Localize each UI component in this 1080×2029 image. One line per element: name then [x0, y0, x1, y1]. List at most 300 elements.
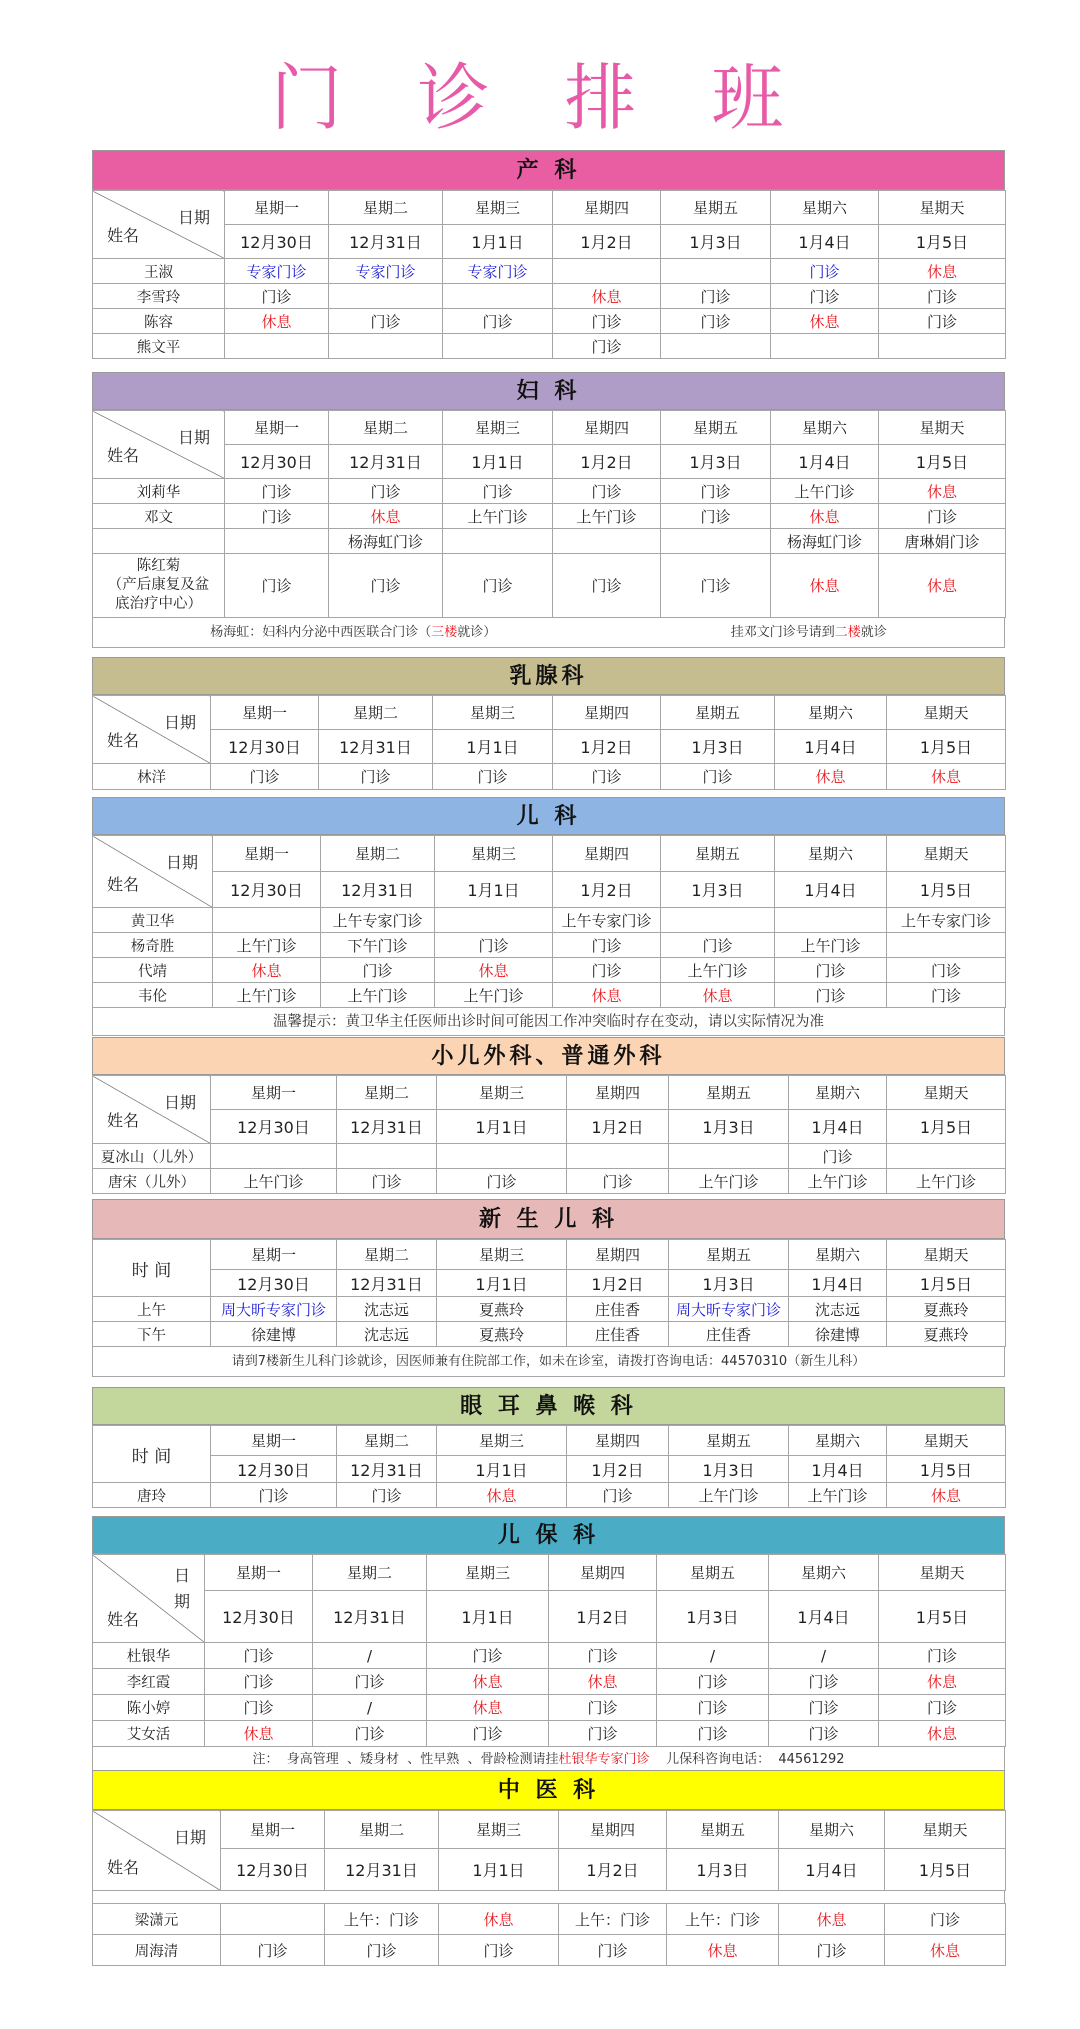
corner-name-label: 姓名	[107, 226, 140, 245]
corner-name-label: 姓名	[107, 1858, 140, 1877]
schedule-cell: 门诊	[427, 1721, 549, 1747]
date-header: 12月30日	[211, 730, 319, 764]
weekday-header: 星期四	[567, 1240, 669, 1270]
department-header: 儿 科	[92, 797, 1005, 835]
schedule-cell	[211, 1144, 337, 1169]
schedule-cell: 上午门诊	[789, 1483, 887, 1508]
date-header: 1月1日	[437, 1270, 567, 1297]
weekday-header: 星期四	[553, 696, 661, 730]
schedule-cell: 周大昕专家门诊	[669, 1297, 789, 1322]
table-row	[93, 1322, 1006, 1347]
schedule-cell	[775, 908, 887, 933]
schedule-cell: 休息	[771, 504, 879, 529]
table-row	[93, 334, 1006, 359]
schedule-cell: /	[313, 1643, 427, 1669]
table-row	[93, 764, 1006, 790]
schedule-table	[92, 1554, 1006, 1747]
weekday-header: 星期二	[313, 1555, 427, 1591]
weekday-header: 星期五	[661, 836, 775, 872]
department-section	[92, 1037, 1005, 1194]
schedule-cell: 门诊	[329, 309, 443, 334]
corner-name-label: 姓名	[107, 1111, 140, 1130]
department-section	[92, 372, 1005, 648]
weekday-header: 星期天	[887, 1240, 1006, 1270]
date-header: 1月4日	[789, 1270, 887, 1297]
schedule-cell: 门诊	[205, 1669, 313, 1695]
table-row	[93, 479, 1006, 504]
schedule-cell: 门诊	[325, 1935, 439, 1966]
date-header: 12月30日	[221, 1849, 325, 1891]
schedule-cell	[337, 1144, 437, 1169]
schedule-cell: 门诊	[553, 554, 661, 618]
weekday-header: 星期六	[779, 1811, 885, 1849]
schedule-cell: 门诊	[225, 479, 329, 504]
weekday-header: 星期六	[775, 836, 887, 872]
schedule-cell: 休息	[771, 554, 879, 618]
schedule-cell: 门诊	[567, 1483, 669, 1508]
schedule-cell: 门诊	[661, 764, 775, 790]
table-row	[93, 1935, 1006, 1966]
note-text: 儿保科咨询电话： 44561292	[649, 1752, 845, 1767]
date-header: 12月31日	[313, 1591, 427, 1643]
schedule-cell: 上午门诊	[887, 1169, 1006, 1194]
schedule-cell: 门诊	[313, 1669, 427, 1695]
department-header: 小儿外科、普通外科	[92, 1037, 1005, 1075]
schedule-cell: 门诊	[437, 1169, 567, 1194]
schedule-cell: 休息	[879, 554, 1006, 618]
schedule-cell: 门诊	[427, 1643, 549, 1669]
schedule-cell	[661, 908, 775, 933]
corner-name-label: 姓名	[107, 875, 140, 894]
schedule-cell: 门诊	[221, 1935, 325, 1966]
date-header: 1月2日	[553, 730, 661, 764]
schedule-cell	[567, 1144, 669, 1169]
date-header: 1月4日	[769, 1591, 879, 1643]
schedule-cell	[329, 284, 443, 309]
weekday-header: 星期二	[337, 1076, 437, 1110]
schedule-cell: 休息	[427, 1669, 549, 1695]
weekday-header: 星期天	[879, 411, 1006, 445]
schedule-cell: 门诊	[879, 1695, 1006, 1721]
table-row	[93, 983, 1006, 1008]
schedule-cell: 门诊	[553, 764, 661, 790]
date-header: 1月4日	[775, 730, 887, 764]
note-text: 就诊	[860, 625, 887, 640]
schedule-cell: 休息	[225, 309, 329, 334]
schedule-cell	[443, 529, 553, 554]
corner-name-label: 姓名	[107, 446, 140, 465]
schedule-cell: 上午门诊	[669, 1169, 789, 1194]
date-header: 1月3日	[669, 1456, 789, 1483]
schedule-cell: 门诊	[433, 764, 553, 790]
weekday-header: 星期六	[775, 696, 887, 730]
weekday-header: 星期五	[661, 191, 771, 225]
weekday-header: 星期六	[789, 1076, 887, 1110]
schedule-cell: 休息	[879, 1721, 1006, 1747]
corner-date-label: 日期	[173, 1828, 206, 1847]
weekday-header: 星期四	[553, 411, 661, 445]
schedule-table	[92, 1425, 1006, 1508]
schedule-cell: 门诊	[657, 1721, 769, 1747]
date-header: 1月5日	[887, 1456, 1006, 1483]
date-header: 1月1日	[435, 872, 553, 908]
doctor-name: 李红霞	[93, 1669, 205, 1695]
schedule-cell: 门诊	[771, 259, 879, 284]
weekday-header: 星期二	[321, 836, 435, 872]
date-header: 1月4日	[771, 225, 879, 259]
schedule-cell: 上午：门诊	[559, 1904, 667, 1935]
date-header: 1月1日	[439, 1849, 559, 1891]
header-corner	[93, 191, 225, 259]
weekday-header: 星期二	[325, 1811, 439, 1849]
weekday-header: 星期三	[437, 1240, 567, 1270]
schedule-cell: /	[657, 1643, 769, 1669]
schedule-cell	[213, 908, 321, 933]
schedule-cell: 门诊	[879, 1643, 1006, 1669]
date-header: 1月5日	[879, 445, 1006, 479]
schedule-cell	[887, 933, 1006, 958]
date-header: 12月30日	[211, 1270, 337, 1297]
schedule-cell	[661, 334, 771, 359]
schedule-cell: 夏燕玲	[887, 1322, 1006, 1347]
weekday-header: 星期三	[427, 1555, 549, 1591]
schedule-cell: 休息	[553, 983, 661, 1008]
date-header: 1月1日	[437, 1110, 567, 1144]
schedule-cell: 门诊	[661, 284, 771, 309]
date-header: 1月3日	[661, 445, 771, 479]
schedule-cell: 庄佳香	[567, 1322, 669, 1347]
header-corner	[93, 1811, 221, 1891]
date-header: 12月30日	[205, 1591, 313, 1643]
schedule-cell	[225, 334, 329, 359]
weekday-header: 星期二	[319, 696, 433, 730]
department-section	[92, 657, 1005, 790]
schedule-cell	[443, 334, 553, 359]
note-right	[731, 618, 887, 647]
date-header: 1月5日	[879, 1591, 1006, 1643]
weekday-header: 星期二	[329, 191, 443, 225]
schedule-cell: 门诊	[661, 933, 775, 958]
date-header: 1月3日	[661, 872, 775, 908]
schedule-table	[92, 835, 1006, 1008]
date-header: 1月1日	[427, 1591, 549, 1643]
schedule-cell: 上午门诊	[553, 504, 661, 529]
header-corner: 时 间	[93, 1426, 211, 1483]
doctor-name: 刘莉华	[93, 479, 225, 504]
weekday-header: 星期五	[657, 1555, 769, 1591]
schedule-cell: 门诊	[329, 479, 443, 504]
weekday-header: 星期天	[887, 1076, 1006, 1110]
schedule-cell: 休息	[661, 983, 775, 1008]
date-header: 1月5日	[887, 1270, 1006, 1297]
schedule-cell: 门诊	[549, 1721, 657, 1747]
date-header: 12月30日	[211, 1456, 337, 1483]
schedule-cell: 唐琳娟门诊	[879, 529, 1006, 554]
corner-date-label: 日期	[163, 713, 196, 732]
schedule-cell: 徐建博	[211, 1322, 337, 1347]
doctor-name: 黄卫华	[93, 908, 213, 933]
schedule-cell: 上午门诊	[213, 933, 321, 958]
weekday-header: 星期三	[437, 1076, 567, 1110]
date-header: 1月3日	[669, 1270, 789, 1297]
date-header: 1月4日	[789, 1110, 887, 1144]
schedule-cell: 庄佳香	[567, 1297, 669, 1322]
table-row	[93, 554, 1006, 618]
schedule-cell: 上午门诊	[789, 1169, 887, 1194]
schedule-cell: 门诊	[329, 554, 443, 618]
schedule-cell: 门诊	[661, 554, 771, 618]
date-header: 12月31日	[337, 1456, 437, 1483]
doctor-name: 艾女活	[93, 1721, 205, 1747]
schedule-cell: 休息	[435, 958, 553, 983]
schedule-cell: 门诊	[549, 1695, 657, 1721]
doctor-name: 代靖	[93, 958, 213, 983]
schedule-cell: 门诊	[321, 958, 435, 983]
schedule-cell: 门诊	[661, 479, 771, 504]
date-header: 1月5日	[879, 225, 1006, 259]
weekday-header: 星期天	[879, 1555, 1006, 1591]
schedule-cell: 休息	[775, 764, 887, 790]
date-header: 1月1日	[437, 1456, 567, 1483]
schedule-cell: 上午：门诊	[667, 1904, 779, 1935]
table-row	[93, 1721, 1006, 1747]
date-header: 1月3日	[669, 1110, 789, 1144]
schedule-table	[92, 1239, 1006, 1347]
department-note: 温馨提示：黄卫华主任医师出诊时间可能因工作冲突临时存在变动，请以实际情况为准	[92, 1008, 1005, 1036]
doctor-name: 陈容	[93, 309, 225, 334]
schedule-cell: 门诊	[319, 764, 433, 790]
schedule-cell: 门诊	[553, 479, 661, 504]
table-row	[93, 504, 1006, 529]
schedule-cell: 休息	[887, 764, 1006, 790]
schedule-cell: 休息	[879, 259, 1006, 284]
doctor-name: 唐宋（儿外）	[93, 1169, 211, 1194]
table-row	[93, 1169, 1006, 1194]
schedule-cell: 门诊	[443, 479, 553, 504]
schedule-cell: 休息	[879, 1669, 1006, 1695]
weekday-header: 星期一	[221, 1811, 325, 1849]
weekday-header: 星期五	[669, 1240, 789, 1270]
doctor-name: 邓文	[93, 504, 225, 529]
weekday-header: 星期三	[437, 1426, 567, 1456]
schedule-cell	[221, 1904, 325, 1935]
schedule-cell	[879, 334, 1006, 359]
doctor-name: 熊文平	[93, 334, 225, 359]
weekday-header: 星期四	[553, 191, 661, 225]
date-header: 12月31日	[329, 225, 443, 259]
doctor-name: 李雪玲	[93, 284, 225, 309]
schedule-cell: 门诊	[443, 554, 553, 618]
schedule-cell: 门诊	[769, 1721, 879, 1747]
date-header: 1月5日	[887, 730, 1006, 764]
weekday-header: 星期一	[211, 1076, 337, 1110]
department-header: 眼 耳 鼻 喉 科	[92, 1387, 1005, 1425]
department-section	[92, 1387, 1005, 1508]
department-header: 乳腺科	[92, 657, 1005, 695]
schedule-cell: 上午：门诊	[325, 1904, 439, 1935]
schedule-cell: 门诊	[439, 1935, 559, 1966]
schedule-cell: 门诊	[887, 983, 1006, 1008]
schedule-cell: 休息	[885, 1935, 1006, 1966]
table-row	[93, 1669, 1006, 1695]
weekday-header: 星期五	[661, 696, 775, 730]
schedule-cell: 门诊	[559, 1935, 667, 1966]
weekday-header: 星期天	[885, 1811, 1006, 1849]
date-header: 12月31日	[337, 1110, 437, 1144]
schedule-cell: 杨海虹门诊	[771, 529, 879, 554]
weekday-header: 星期六	[789, 1240, 887, 1270]
date-header: 1月2日	[567, 1456, 669, 1483]
doctor-name: 韦伦	[93, 983, 213, 1008]
department-header: 产 科	[92, 150, 1005, 190]
schedule-cell	[661, 529, 771, 554]
weekday-header: 星期五	[669, 1076, 789, 1110]
date-header: 1月3日	[657, 1591, 769, 1643]
schedule-cell: 门诊	[661, 309, 771, 334]
schedule-cell: /	[769, 1643, 879, 1669]
date-header: 1月1日	[443, 225, 553, 259]
schedule-cell: 夏燕玲	[437, 1297, 567, 1322]
note-text: 挂邓文门诊号请到	[730, 625, 835, 640]
department-header: 中 医 科	[92, 1770, 1005, 1810]
schedule-cell: 休息	[205, 1721, 313, 1747]
schedule-cell	[661, 259, 771, 284]
schedule-cell	[225, 529, 329, 554]
date-header: 1月5日	[887, 872, 1006, 908]
weekday-header: 星期六	[769, 1555, 879, 1591]
schedule-cell: 上午门诊	[213, 983, 321, 1008]
schedule-cell: 门诊	[775, 983, 887, 1008]
note-text: 二楼	[834, 625, 861, 640]
date-header: 1月4日	[789, 1456, 887, 1483]
doctor-name: 陈红菊 （产后康复及盆 底治疗中心）	[93, 554, 225, 618]
department-section	[92, 1770, 1005, 1966]
schedule-cell: 休息	[437, 1483, 567, 1508]
weekday-header: 星期四	[553, 836, 661, 872]
schedule-cell: /	[313, 1695, 427, 1721]
schedule-cell	[887, 1144, 1006, 1169]
schedule-cell: 专家门诊	[443, 259, 553, 284]
table-row	[93, 1483, 1006, 1508]
table-row	[93, 1904, 1006, 1935]
schedule-cell: 门诊	[553, 958, 661, 983]
header-corner	[93, 836, 213, 908]
date-header: 1月1日	[443, 445, 553, 479]
schedule-cell: 休息	[779, 1904, 885, 1935]
date-header: 1月3日	[667, 1849, 779, 1891]
date-header: 12月31日	[321, 872, 435, 908]
schedule-cell: 休息	[439, 1904, 559, 1935]
schedule-cell: 门诊	[661, 504, 771, 529]
schedule-cell	[669, 1144, 789, 1169]
table-gap	[92, 1891, 1005, 1903]
date-header: 12月31日	[329, 445, 443, 479]
weekday-header: 星期一	[225, 191, 329, 225]
department-section	[92, 150, 1005, 359]
date-header: 1月3日	[661, 225, 771, 259]
doctor-name: 周海清	[93, 1935, 221, 1966]
corner-date-label: 日 期	[173, 1566, 190, 1611]
schedule-cell: 杨海虹门诊	[329, 529, 443, 554]
corner-date-label: 日期	[163, 1093, 196, 1112]
doctor-name: 王淑	[93, 259, 225, 284]
schedule-cell	[553, 259, 661, 284]
date-header: 12月30日	[211, 1110, 337, 1144]
schedule-cell: 休息	[771, 309, 879, 334]
doctor-name: 杨奇胜	[93, 933, 213, 958]
schedule-cell	[771, 334, 879, 359]
date-header: 1月5日	[887, 1110, 1006, 1144]
department-section	[92, 1516, 1005, 1773]
doctor-name: 林洋	[93, 764, 211, 790]
date-header: 12月31日	[337, 1270, 437, 1297]
schedule-table	[92, 190, 1006, 359]
schedule-cell: 夏燕玲	[887, 1297, 1006, 1322]
date-header: 1月4日	[775, 872, 887, 908]
note-text: 杜银华专家门诊	[558, 1752, 650, 1767]
schedule-table	[92, 410, 1006, 618]
weekday-header: 星期四	[559, 1811, 667, 1849]
schedule-cell	[437, 1144, 567, 1169]
schedule-cell: 上午专家门诊	[553, 908, 661, 933]
weekday-header: 星期三	[443, 191, 553, 225]
table-row	[93, 933, 1006, 958]
schedule-cell: 休息	[887, 1483, 1006, 1508]
weekday-header: 星期三	[435, 836, 553, 872]
note-left	[210, 618, 496, 647]
schedule-cell: 休息	[667, 1935, 779, 1966]
schedule-cell: 上午专家门诊	[887, 908, 1006, 933]
schedule-cell	[553, 529, 661, 554]
doctor-name: 唐玲	[93, 1483, 211, 1508]
schedule-cell: 门诊	[443, 309, 553, 334]
schedule-cell: 上午门诊	[321, 983, 435, 1008]
schedule-cell: 门诊	[205, 1643, 313, 1669]
date-header: 1月3日	[661, 730, 775, 764]
schedule-cell: 门诊	[337, 1169, 437, 1194]
corner-date-label: 日期	[177, 208, 210, 227]
schedule-cell: 上午门诊	[661, 958, 775, 983]
date-header: 1月2日	[553, 445, 661, 479]
schedule-cell: 休息	[553, 284, 661, 309]
schedule-table	[92, 695, 1006, 790]
header-corner	[93, 1555, 205, 1643]
schedule-cell: 门诊	[205, 1695, 313, 1721]
department-header: 妇 科	[92, 372, 1005, 410]
weekday-header: 星期三	[443, 411, 553, 445]
schedule-cell: 夏燕玲	[437, 1322, 567, 1347]
doctor-name: 上午	[93, 1297, 211, 1322]
header-corner	[93, 696, 211, 764]
schedule-cell: 沈志远	[337, 1297, 437, 1322]
date-header: 12月30日	[225, 445, 329, 479]
table-row	[93, 284, 1006, 309]
date-header: 1月4日	[779, 1849, 885, 1891]
schedule-cell: 门诊	[657, 1695, 769, 1721]
schedule-cell: 上午专家门诊	[321, 908, 435, 933]
schedule-cell	[329, 334, 443, 359]
schedule-table	[92, 1810, 1006, 1891]
schedule-cell: 门诊	[885, 1904, 1006, 1935]
doctor-name: 夏冰山（儿外）	[93, 1144, 211, 1169]
date-header: 1月4日	[771, 445, 879, 479]
schedule-cell: 门诊	[435, 933, 553, 958]
date-header: 1月2日	[559, 1849, 667, 1891]
header-corner	[93, 1076, 211, 1144]
header-corner: 时 间	[93, 1240, 211, 1297]
table-row	[93, 908, 1006, 933]
schedule-cell: 专家门诊	[225, 259, 329, 284]
